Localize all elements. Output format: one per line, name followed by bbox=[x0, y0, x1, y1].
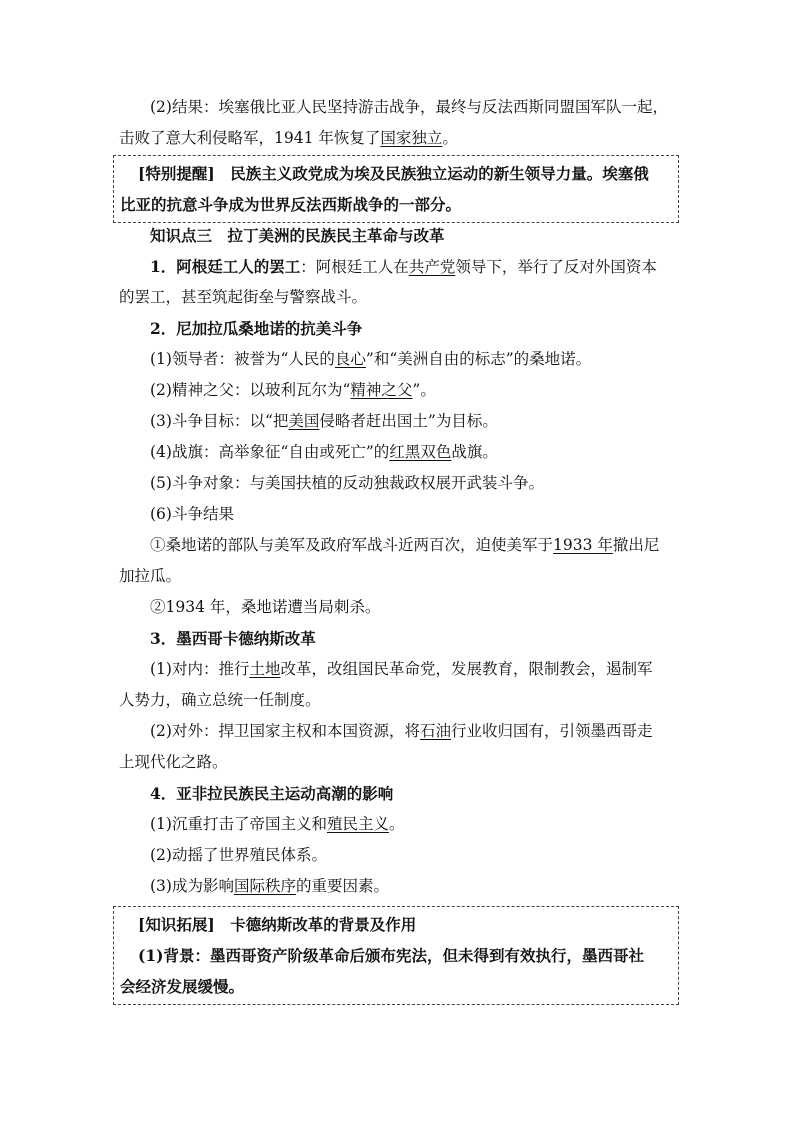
nicaragua-item-6: (6)斗争结果 bbox=[150, 505, 234, 523]
nicaragua-item-2: (2)精神之父：以玻利瓦尔为“精神之父”。 bbox=[150, 381, 436, 399]
mexico-item-2-cont: 上现代化之路。 bbox=[119, 753, 228, 771]
nicaragua-item-4: (4)战旗：高举象征“自由或死亡”的红黑双色战旗。 bbox=[150, 443, 498, 461]
impact-item-2: (2)动摇了世界殖民体系。 bbox=[150, 846, 327, 864]
special-reminder-line-1: [特别提醒] 民族主义政党成为埃及民族独立运动的新生领导力量。埃塞俄 bbox=[138, 164, 649, 183]
mexico-item-2: (2)对外：捍卫国家主权和本国资源，将石油行业收归国有，引领墨西哥走 bbox=[150, 722, 653, 740]
nicaragua-heading: 2．尼加拉瓜桑地诺的抗美斗争 bbox=[150, 319, 363, 338]
mexico-item-1: (1)对内：推行土地改革，改组国民革命党，发展教育，限制教会，遏制军 bbox=[150, 660, 653, 678]
special-reminder-line-2: 比亚的抗意斗争成为世界反法西斯战争的一部分。 bbox=[120, 195, 462, 214]
special-reminder-tag: [特别提醒] bbox=[138, 164, 215, 183]
special-reminder-box bbox=[113, 155, 679, 223]
mexico-item-1-cont: 人势力，确立总统一任制度。 bbox=[119, 691, 321, 709]
impact-item-1: (1)沉重打击了帝国主义和殖民主义。 bbox=[150, 815, 405, 833]
result-paragraph bbox=[119, 92, 679, 123]
underlined-term: 国家独立 bbox=[380, 129, 443, 147]
nicaragua-item-3: (3)斗争目标：以“把美国侵略者赶出国土”为目标。 bbox=[150, 412, 498, 430]
nicaragua-result-1: ①桑地诺的部队与美军及政府军战斗近两百次，迫使美军于1933 年撤出尼 bbox=[150, 536, 660, 554]
section-heading: 知识点三 拉丁美洲的民族民主革命与改革 bbox=[150, 226, 445, 245]
knowledge-extension-box bbox=[113, 906, 679, 1005]
knowledge-extension-tag: [知识拓展] bbox=[138, 915, 215, 934]
nicaragua-result-1-cont: 加拉瓜。 bbox=[119, 567, 182, 585]
impact-item-3: (3)成为影响国际秩序的重要因素。 bbox=[150, 877, 389, 895]
mexico-heading: 3．墨西哥卡德纳斯改革 bbox=[150, 629, 316, 648]
argentina-paragraph: 1．阿根廷工人的罢工：阿根廷工人在共产党领导下，举行了反对外国资本 bbox=[150, 257, 657, 276]
result-line-1: (2)结果：埃塞俄比亚人民坚持游击战争，最终与反法西斯同盟国军队一起， bbox=[150, 98, 668, 116]
impact-heading: 4．亚非拉民族民主运动高潮的影响 bbox=[150, 784, 394, 803]
nicaragua-item-1: (1)领导者：被誉为“人民的良心”和“美洲自由的标志”的桑地诺。 bbox=[150, 350, 592, 368]
nicaragua-result-2: ②1934 年，桑地诺遭当局刺杀。 bbox=[150, 598, 381, 616]
knowledge-extension-title: [知识拓展] 卡德纳斯改革的背景及作用 bbox=[138, 915, 417, 934]
knowledge-extension-line-2: 会经济发展缓慢。 bbox=[120, 977, 245, 996]
result-paragraph-cont: 击败了意大利侵略军，1941 年恢复了国家独立。 bbox=[119, 129, 458, 147]
argentina-paragraph-cont: 的罢工，甚至筑起街垒与警察战斗。 bbox=[119, 288, 368, 306]
knowledge-extension-line-1: (1)背景：墨西哥资产阶级革命后颁布宪法，但未得到有效执行，墨西哥社 bbox=[138, 946, 644, 965]
nicaragua-item-5: (5)斗争对象：与美国扶植的反动独裁政权展开武装斗争。 bbox=[150, 474, 544, 492]
